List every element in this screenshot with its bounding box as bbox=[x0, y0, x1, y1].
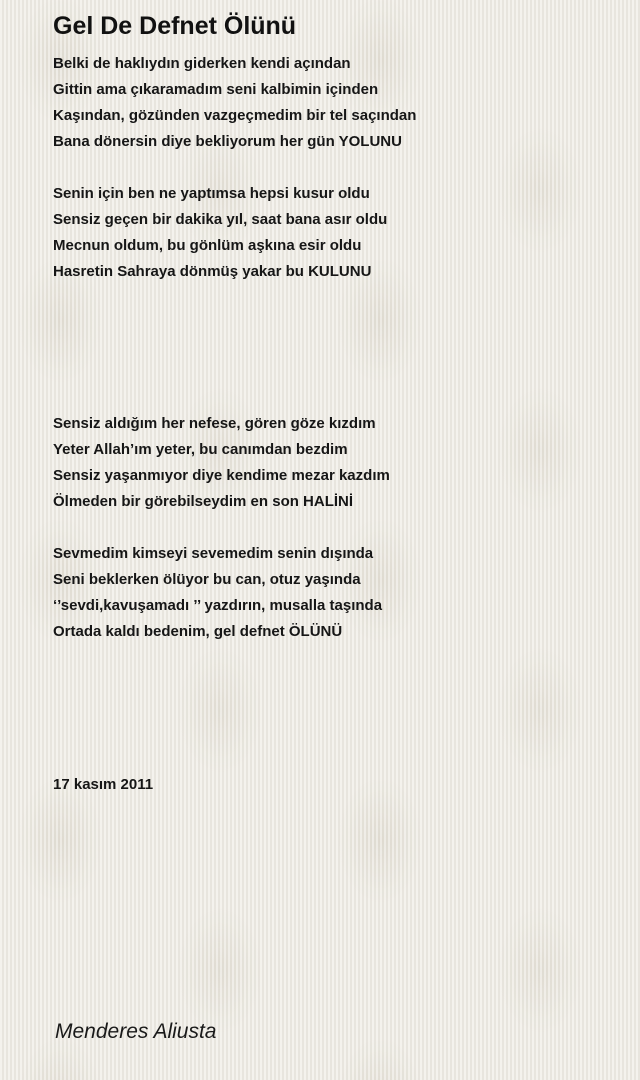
poem-line: Bana dönersin diye bekliyorum her gün YOLUNU bbox=[53, 133, 402, 150]
stanza-4 bbox=[53, 541, 382, 645]
poem-title: Gel De Defnet Ölünü bbox=[53, 12, 297, 40]
poem-line: Sevmedim kimseyi sevemedim senin dışında bbox=[53, 545, 374, 562]
stanza-2 bbox=[53, 181, 387, 285]
poem-line: Senin için ben ne yaptımsa hepsi kusur oldu bbox=[53, 185, 370, 202]
poem-date: 17 kasım 2011 bbox=[53, 776, 154, 793]
poem-line: Sensiz yaşanmıyor diye kendime mezar kazdım bbox=[53, 467, 390, 484]
poem-line: Belki de haklıydın giderken kendi açından bbox=[53, 55, 351, 72]
poem-author: Menderes Aliusta bbox=[55, 1020, 217, 1043]
poem-line: Hasretin Sahraya dönmüş yakar bu KULUNU bbox=[53, 263, 372, 280]
poem-line: ‘’sevdi,kavuşamadı ’’ yazdırın, musalla taşında bbox=[53, 597, 383, 614]
poem-line: Kaşından, gözünden vazgeçmedim bir tel saçından bbox=[53, 107, 417, 124]
poem-line: Sensiz aldığım her nefese, gören göze kızdım bbox=[53, 415, 376, 432]
poem-line: Seni beklerken ölüyor bu can, otuz yaşında bbox=[53, 571, 361, 588]
poem-line: Ortada kaldı bedenim, gel defnet ÖLÜNÜ bbox=[53, 623, 343, 640]
stanza-3 bbox=[53, 411, 390, 515]
poem-line: Sensiz geçen bir dakika yıl, saat bana asır oldu bbox=[53, 211, 388, 228]
poem-line: Gittin ama çıkaramadım seni kalbimin içinden bbox=[53, 81, 379, 98]
stanza-1 bbox=[53, 51, 416, 155]
poem-line: Yeter Allah’ım yeter, bu canımdan bezdim bbox=[53, 441, 348, 458]
poem-line: Ölmeden bir görebilseydim en son HALİNİ bbox=[53, 493, 354, 510]
poem-line: Mecnun oldum, bu gönlüm aşkına esir oldu bbox=[53, 237, 362, 254]
